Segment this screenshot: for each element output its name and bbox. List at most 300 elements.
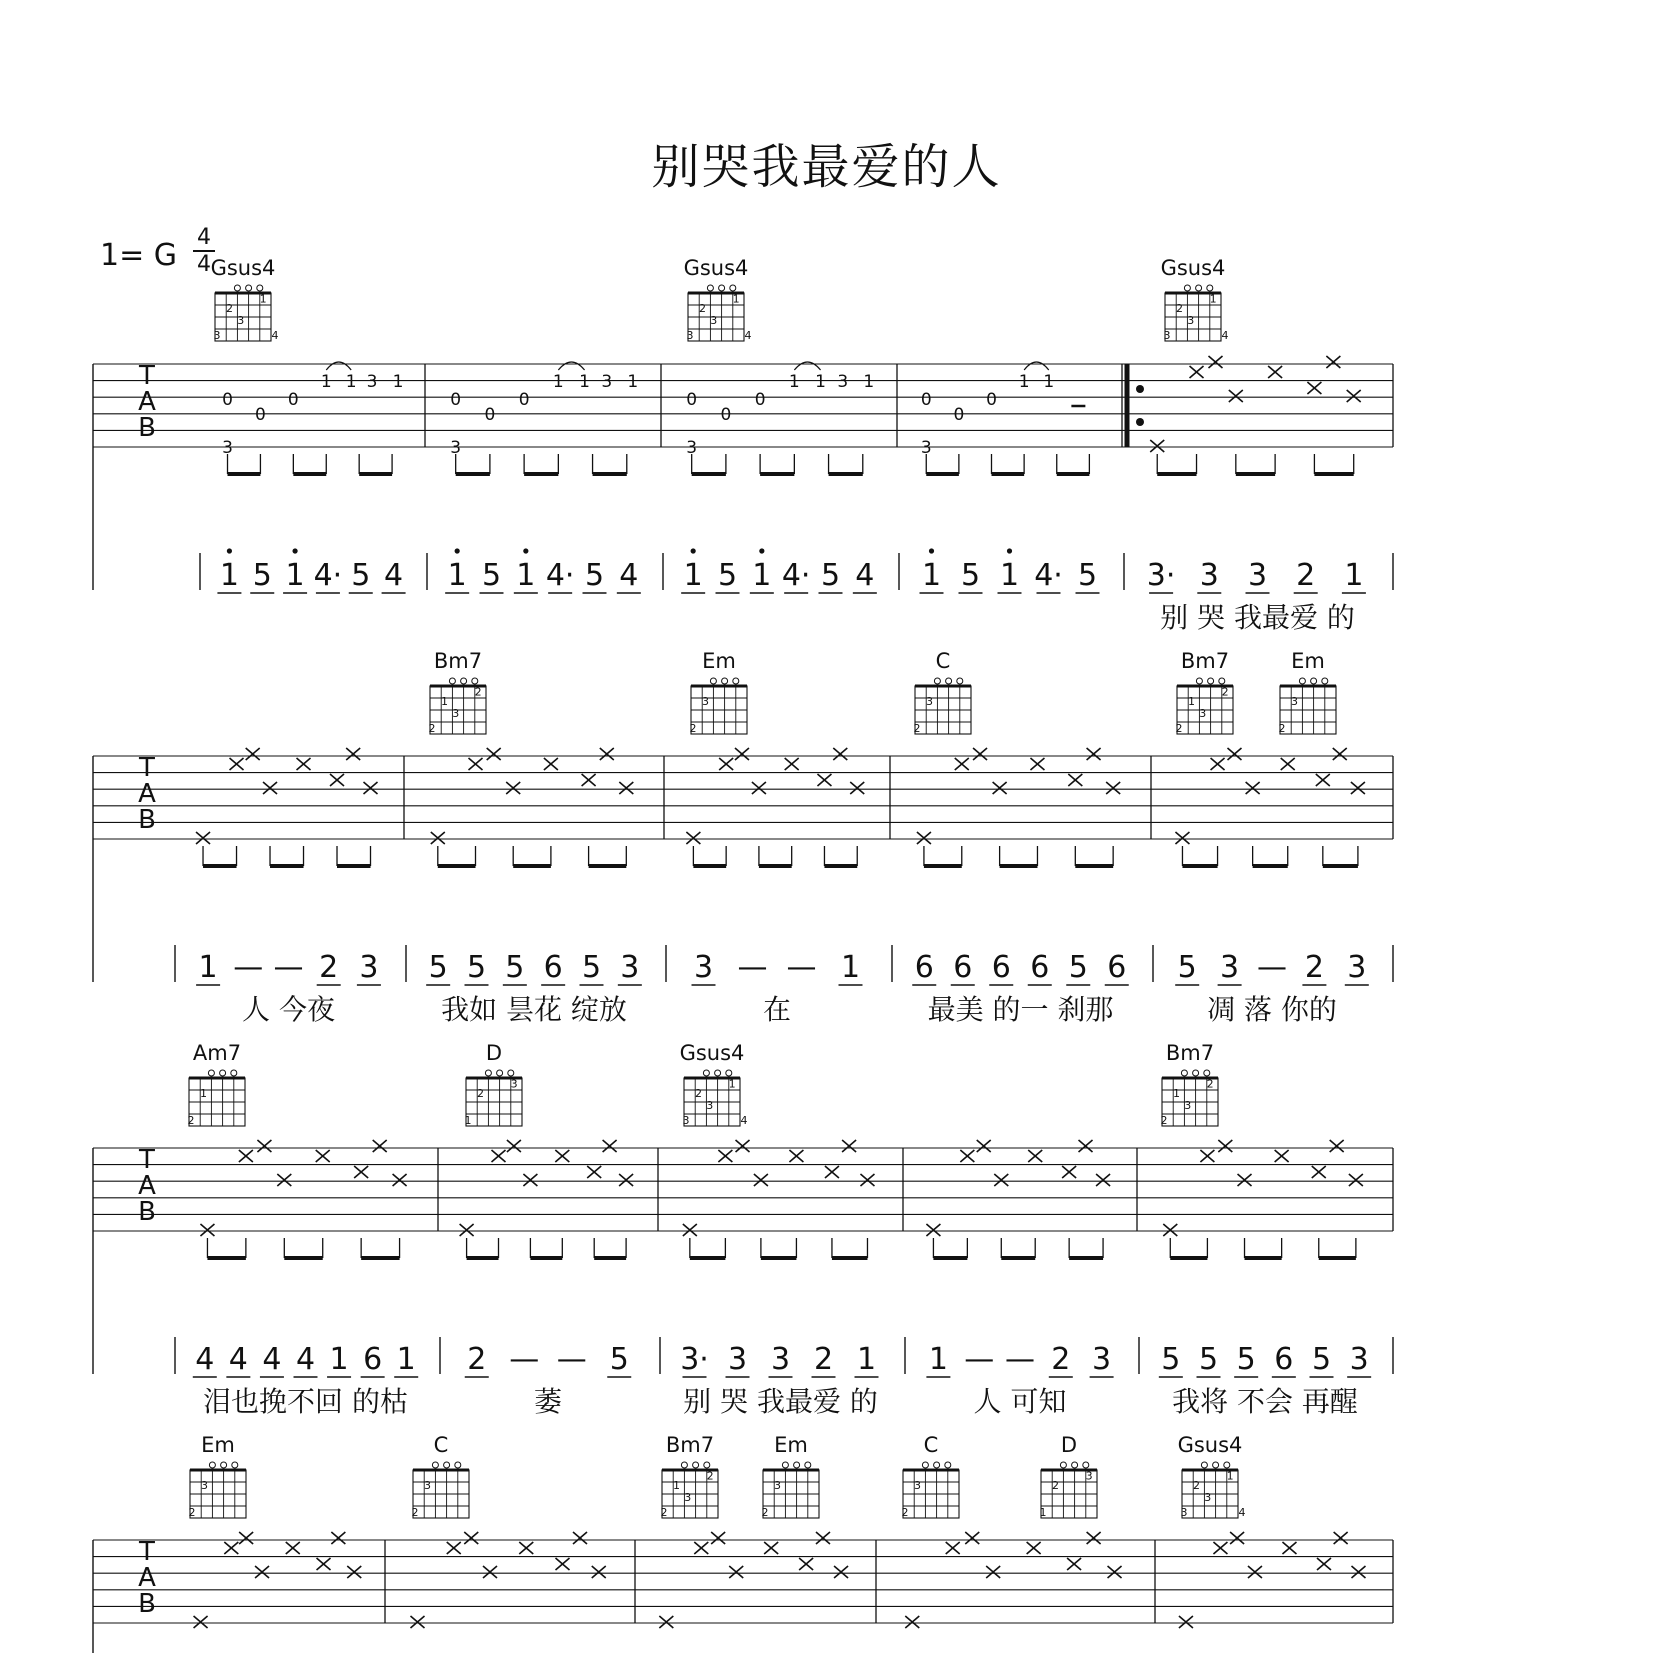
open-string-marker — [1060, 1462, 1066, 1468]
open-string-marker — [1181, 1070, 1187, 1076]
octave-dot — [759, 548, 764, 553]
fret-number: 1 — [1018, 372, 1030, 392]
tab-strum-x — [711, 1532, 725, 1544]
tab-strum-x — [1087, 1532, 1101, 1544]
tab-strum-x — [1027, 1542, 1041, 1554]
tab-strum-x — [1307, 382, 1321, 394]
tab-strum-x — [816, 1532, 830, 1544]
tab-strum-x — [752, 782, 766, 794]
chord-finger-number: 4 — [1238, 1506, 1246, 1519]
tab-strum-x — [1275, 1150, 1289, 1162]
open-string-marker — [208, 1070, 214, 1076]
tab-strum-x — [917, 832, 931, 844]
jianpu-note: 4 — [228, 1342, 248, 1377]
chord-finger-number: 2 — [1206, 1077, 1214, 1091]
chord-finger-number: 1 — [732, 292, 740, 306]
open-string-marker — [1196, 678, 1202, 684]
fret-number: 0 — [450, 390, 462, 410]
chord-name: Am7 — [192, 1041, 242, 1065]
jianpu-note: 5 — [1311, 1342, 1332, 1377]
fret-number: 0 — [986, 390, 997, 410]
tab-strum-x — [346, 748, 360, 760]
fret-number: 0 — [287, 390, 299, 410]
tab-strum-x — [735, 748, 749, 760]
tab-strum-x — [447, 1542, 461, 1554]
tab-strum-x — [977, 1140, 991, 1152]
jianpu-note: 5 — [820, 558, 841, 593]
chord-diagram — [684, 256, 752, 342]
chord-finger-number: 1 — [1209, 292, 1217, 306]
tab-strum-x — [1190, 366, 1204, 378]
jianpu-note: 2 — [467, 1342, 487, 1377]
chord-finger-number: 3 — [706, 1099, 714, 1113]
open-string-marker — [232, 1462, 238, 1468]
tab-strum-x — [1208, 356, 1222, 368]
fret-number: 3 — [222, 438, 233, 458]
chord-name: Gsus4 — [1177, 1433, 1243, 1457]
lyric-line: 人 可知 — [973, 1385, 1067, 1418]
tab-strum-x — [965, 1532, 979, 1544]
open-string-marker — [957, 678, 963, 684]
chord-diagram — [211, 256, 279, 342]
tab-strum-x — [860, 1174, 874, 1186]
tab-strum-x — [316, 1150, 330, 1162]
chord-finger-number: 3 — [452, 707, 460, 721]
jianpu-note: 4· — [313, 558, 343, 593]
octave-dot — [227, 548, 232, 553]
tab-strum-x — [1175, 832, 1189, 844]
jianpu-note: 5 — [1236, 1342, 1256, 1377]
tie-arc — [558, 362, 584, 370]
jianpu-note: 5 — [609, 1342, 629, 1377]
fret-number: 0 — [920, 390, 932, 410]
chord-diagram — [661, 1433, 719, 1519]
tie-arc — [1024, 362, 1049, 370]
open-string-marker — [794, 1462, 800, 1468]
tab-strum-x — [393, 1174, 407, 1186]
lyric-line: 凋 落 你的 — [1207, 993, 1337, 1026]
jianpu-note: 5 — [481, 558, 502, 593]
open-string-marker — [681, 1462, 687, 1468]
tab-letter: T — [139, 361, 155, 391]
jianpu-note: 1 — [285, 558, 305, 593]
open-string-marker — [1201, 1462, 1207, 1468]
tab-strum-x — [719, 758, 733, 770]
key-signature: 1= G — [100, 238, 178, 273]
fret-number: 1 — [320, 372, 332, 392]
jianpu-note: 3 — [727, 1342, 748, 1377]
tab-strum-x — [519, 1542, 533, 1554]
open-string-marker — [234, 285, 240, 291]
open-string-marker — [719, 285, 725, 291]
lyric-line: 在 — [762, 993, 792, 1026]
chord-finger-number: 2 — [1052, 1479, 1060, 1493]
jianpu-note: 4· — [781, 558, 811, 593]
chord-name: Em — [201, 1433, 235, 1457]
chord-finger-number: 2 — [913, 722, 921, 735]
tab-strum-x — [544, 758, 558, 770]
chord-finger-number: 1 — [728, 1077, 736, 1091]
tab-strum-x — [955, 758, 969, 770]
time-signature-bottom: 4 — [197, 252, 211, 277]
tab-strum-x — [483, 1566, 497, 1578]
chord-finger-number: 3 — [213, 329, 221, 342]
tab-strum-x — [364, 782, 378, 794]
tab-strum-x — [834, 1566, 848, 1578]
jianpu-note: 3 — [770, 1342, 791, 1377]
open-string-marker — [1184, 285, 1190, 291]
tab-strum-x — [1282, 1542, 1296, 1554]
open-string-marker — [449, 678, 455, 684]
tab-strum-x — [850, 782, 864, 794]
chord-finger-number: 2 — [706, 1469, 714, 1483]
open-string-marker — [707, 285, 713, 291]
tab-strum-x — [1087, 748, 1101, 760]
open-string-marker — [704, 1462, 710, 1468]
octave-dot — [292, 548, 297, 553]
fret-number: 0 — [255, 405, 266, 425]
tab-letter: B — [138, 805, 156, 835]
tab-letter: T — [139, 1537, 155, 1567]
tab-strum-x — [1068, 774, 1082, 786]
tab-strum-x — [1349, 1174, 1363, 1186]
open-string-marker — [922, 1462, 928, 1468]
fret-number: 3 — [837, 372, 849, 392]
tab-strum-x — [1281, 758, 1295, 770]
chord-finger-number: 3 — [926, 695, 934, 709]
tie-arc — [794, 362, 820, 370]
open-string-marker — [1083, 1462, 1089, 1468]
open-string-marker — [730, 285, 736, 291]
chord-finger-number: 3 — [424, 1479, 432, 1493]
chord-diagram — [1161, 1041, 1219, 1127]
lyric-line: 别 哭 我最爱 的 — [1160, 601, 1355, 634]
tab-strum-x — [799, 1558, 813, 1570]
tab-strum-x — [789, 1150, 803, 1162]
chord-finger-number: 3 — [1199, 707, 1207, 721]
chord-diagram — [188, 1041, 246, 1127]
chord-finger-number: 1 — [1188, 695, 1196, 709]
fret-number: 3 — [601, 372, 613, 392]
chord-name: Gsus4 — [679, 1041, 745, 1065]
lyric-line: 我如 昙花 绽放 — [441, 993, 627, 1026]
tab-strum-x — [507, 1140, 521, 1152]
tie-arc — [326, 362, 351, 370]
tab-strum-x — [1200, 1150, 1214, 1162]
jianpu-note: 6 — [363, 1342, 383, 1377]
tab-letter: B — [138, 1589, 156, 1619]
jianpu-note: 3· — [680, 1342, 709, 1377]
song-title: 别哭我最爱的人 — [651, 139, 1002, 195]
chord-diagram — [1178, 1433, 1246, 1519]
tab-strum-x — [1030, 758, 1044, 770]
tab-strum-x — [683, 1224, 697, 1236]
chord-finger-number: 2 — [699, 302, 707, 316]
jianpu-note: 4 — [855, 558, 875, 593]
chord-diagram — [429, 649, 487, 735]
chord-finger-number: 3 — [684, 1491, 692, 1505]
jianpu-note: 5 — [584, 558, 605, 593]
open-string-marker — [1208, 678, 1214, 684]
system-3 — [93, 1041, 1393, 1418]
open-string-marker — [257, 285, 263, 291]
jianpu-note: 4 — [195, 1342, 215, 1377]
jianpu-note: 2 — [813, 1342, 834, 1377]
tab-strum-x — [230, 758, 244, 770]
tab-strum-x — [200, 1224, 214, 1236]
chord-finger-number: 4 — [271, 329, 279, 342]
lyric-line: 萎 — [533, 1385, 563, 1418]
open-string-marker — [497, 1070, 503, 1076]
jianpu-note: 5 — [1077, 558, 1098, 593]
jianpu-note: 1 — [752, 558, 772, 593]
open-string-marker — [246, 285, 252, 291]
chord-finger-number: 3 — [710, 314, 718, 328]
tab-strum-x — [754, 1174, 768, 1186]
open-string-marker — [209, 1462, 215, 1468]
fret-number: 0 — [720, 405, 732, 425]
chord-finger-number: 3 — [1187, 314, 1195, 328]
chord-finger-number: 3 — [774, 1479, 782, 1493]
tab-strum-x — [1211, 758, 1225, 770]
fret-number: 1 — [345, 372, 357, 392]
jianpu-note: — — [737, 950, 768, 985]
chord-finger-number: 4 — [744, 329, 752, 342]
tab-strum-x — [573, 1532, 587, 1544]
fret-number: 3 — [366, 372, 378, 392]
tab-strum-x — [460, 1224, 474, 1236]
tab-strum-x — [1067, 1558, 1081, 1570]
chord-finger-number: 1 — [259, 292, 267, 306]
fret-number: 1 — [863, 372, 875, 392]
chord-diagram — [690, 649, 748, 735]
tab-strum-x — [1238, 1174, 1252, 1186]
jianpu-note: 6 — [1274, 1342, 1294, 1377]
tab-strum-x — [718, 1150, 732, 1162]
chord-finger-number: 2 — [1175, 722, 1183, 735]
tab-letter: A — [138, 387, 156, 417]
tab-strum-x — [1333, 748, 1347, 760]
jianpu-note: 1 — [999, 558, 1020, 593]
chord-finger-number: 2 — [226, 302, 234, 316]
tab-strum-x — [1108, 1566, 1122, 1578]
jianpu-note: 2 — [319, 950, 339, 985]
tab-strum-x — [224, 1542, 238, 1554]
chord-finger-number: 3 — [1184, 1099, 1192, 1113]
jianpu-note: 5 — [1198, 1342, 1219, 1377]
tab-strum-x — [1150, 440, 1164, 452]
tab-strum-x — [1106, 782, 1120, 794]
tab-strum-x — [1218, 1140, 1232, 1152]
open-string-marker — [444, 1462, 450, 1468]
tab-strum-x — [411, 1616, 425, 1628]
open-string-marker — [1072, 1462, 1078, 1468]
chord-name: Bm7 — [665, 1433, 715, 1457]
chord-name: Bm7 — [1180, 649, 1230, 673]
repeat-dot — [1136, 418, 1144, 426]
jianpu-note: 1 — [219, 558, 239, 593]
jianpu-note: 4 — [295, 1342, 316, 1377]
open-string-marker — [722, 678, 728, 684]
tab-strum-x — [277, 1174, 291, 1186]
open-string-marker — [221, 1462, 227, 1468]
jianpu-note: 1 — [329, 1342, 349, 1377]
jianpu-note: 3· — [1146, 558, 1176, 593]
chord-finger-number: 3 — [702, 695, 710, 709]
chord-finger-number: 3 — [1291, 695, 1299, 709]
fret-number: 3 — [686, 438, 698, 458]
jianpu-note: 1 — [447, 558, 467, 593]
jianpu-note: — — [233, 950, 264, 985]
chord-name: Gsus4 — [210, 256, 276, 280]
open-string-marker — [1224, 1462, 1230, 1468]
fret-number: 1 — [579, 372, 590, 392]
tab-strum-x — [1229, 390, 1243, 402]
chord-finger-number: 3 — [201, 1479, 209, 1493]
tab-strum-x — [1351, 782, 1365, 794]
jianpu-note: 5 — [351, 558, 371, 593]
jianpu-note: 2 — [1296, 558, 1316, 593]
jianpu-note: 5 — [1068, 950, 1088, 985]
tab-strum-x — [686, 832, 700, 844]
chord-name: C — [923, 1433, 939, 1457]
tab-strum-x — [817, 774, 831, 786]
jianpu-note: 6 — [914, 950, 934, 985]
jianpu-note: 4· — [1034, 558, 1063, 593]
lyric-line: 最美 的一 刹那 — [927, 993, 1114, 1026]
jianpu-note: 1 — [516, 558, 536, 593]
tab-letter: B — [138, 1197, 156, 1227]
open-string-marker — [946, 678, 952, 684]
chord-name: Gsus4 — [683, 256, 749, 280]
chord-finger-number: 2 — [1193, 1479, 1201, 1493]
jianpu-note: 3 — [1349, 1342, 1369, 1377]
lyric-line: 别 哭 我最爱 的 — [683, 1385, 878, 1418]
tab-strum-x — [764, 1542, 778, 1554]
chord-finger-number: 2 — [188, 1506, 196, 1519]
jianpu-note: 3 — [1199, 558, 1219, 593]
open-string-marker — [1196, 285, 1202, 291]
tab-strum-x — [239, 1532, 253, 1544]
open-string-marker — [220, 1070, 226, 1076]
chord-finger-number: 3 — [1085, 1469, 1093, 1483]
jianpu-note: 4 — [384, 558, 404, 593]
chord-name: Bm7 — [433, 649, 483, 673]
tab-strum-x — [1163, 1224, 1177, 1236]
tab-strum-x — [1246, 782, 1260, 794]
tab-strum-x — [587, 1166, 601, 1178]
tab-strum-x — [1179, 1616, 1193, 1628]
chord-name: D — [485, 1041, 503, 1065]
chord-diagram — [914, 649, 972, 735]
jianpu-note: 4 — [619, 558, 639, 593]
chord-name: C — [935, 649, 951, 673]
open-string-marker — [231, 1070, 237, 1076]
jianpu-note: 6 — [1107, 950, 1127, 985]
tab-strum-x — [905, 1616, 919, 1628]
octave-dot — [455, 548, 460, 553]
tab-strum-x — [523, 1174, 537, 1186]
tab-strum-x — [582, 774, 596, 786]
tab-strum-x — [1227, 748, 1241, 760]
chord-finger-number: 3 — [237, 314, 245, 328]
open-string-marker — [1311, 678, 1317, 684]
jianpu-note: 6 — [1030, 950, 1050, 985]
tab-strum-x — [196, 832, 210, 844]
jianpu-note: 3 — [1092, 1342, 1112, 1377]
tab-strum-x — [619, 782, 633, 794]
fret-number: 1 — [392, 372, 404, 392]
chord-finger-number: 2 — [1176, 302, 1184, 316]
open-string-marker — [782, 1462, 788, 1468]
tab-strum-x — [1268, 366, 1282, 378]
chord-finger-number: 1 — [1173, 1087, 1181, 1101]
tab-strum-x — [330, 774, 344, 786]
chord-name: Em — [774, 1433, 808, 1457]
tab-strum-x — [286, 1542, 300, 1554]
open-string-marker — [945, 1462, 951, 1468]
tab-strum-x — [1334, 1532, 1348, 1544]
jianpu-note: — — [556, 1342, 587, 1377]
chord-finger-number: 1 — [1226, 1469, 1234, 1483]
jianpu-note: 3 — [693, 950, 714, 985]
fret-number: 1 — [788, 372, 800, 392]
chord-finger-number: 1 — [1039, 1506, 1047, 1519]
jianpu-note: — — [964, 1342, 995, 1377]
jianpu-note: 3 — [1220, 950, 1240, 985]
tab-strum-x — [659, 1616, 673, 1628]
chord-finger-number: 2 — [761, 1506, 769, 1519]
jianpu-note: 2 — [1051, 1342, 1071, 1377]
open-string-marker — [1219, 678, 1225, 684]
octave-dot — [1007, 548, 1012, 553]
tab-strum-x — [729, 1566, 743, 1578]
tab-strum-x — [492, 1150, 506, 1162]
tab-letter: B — [138, 413, 156, 443]
jianpu-note: 1 — [683, 558, 703, 593]
open-string-marker — [693, 1462, 699, 1468]
tab-strum-x — [1079, 1140, 1093, 1152]
tab-strum-x — [556, 1558, 570, 1570]
tab-strum-x — [354, 1166, 368, 1178]
tab-strum-x — [373, 1140, 387, 1152]
tab-strum-x — [347, 1566, 361, 1578]
jianpu-note: 5 — [252, 558, 272, 593]
chord-name: Bm7 — [1165, 1041, 1215, 1065]
tab-strum-x — [1028, 1150, 1042, 1162]
chord-diagram — [1161, 256, 1229, 342]
tab-strum-x — [194, 1616, 208, 1628]
chord-diagram — [1279, 649, 1337, 735]
fret-number: 1 — [627, 372, 639, 392]
jianpu-note: 5 — [717, 558, 738, 593]
open-string-marker — [461, 678, 467, 684]
chord-finger-number: 1 — [441, 695, 449, 709]
tab-strum-x — [1351, 1566, 1365, 1578]
jianpu-note: 6 — [953, 950, 973, 985]
jianpu-note: 1 — [198, 950, 218, 985]
fret-number: 1 — [1043, 372, 1055, 392]
chord-diagram — [680, 1041, 748, 1127]
tab-strum-x — [506, 782, 520, 794]
open-string-marker — [455, 1462, 461, 1468]
tab-strum-x — [960, 1150, 974, 1162]
jianpu-note: 2 — [1304, 950, 1324, 985]
jianpu-note: 1 — [840, 950, 861, 985]
chord-finger-number: 2 — [428, 722, 436, 735]
tab-strum-x — [1347, 390, 1361, 402]
chord-finger-number: 2 — [1221, 685, 1229, 699]
